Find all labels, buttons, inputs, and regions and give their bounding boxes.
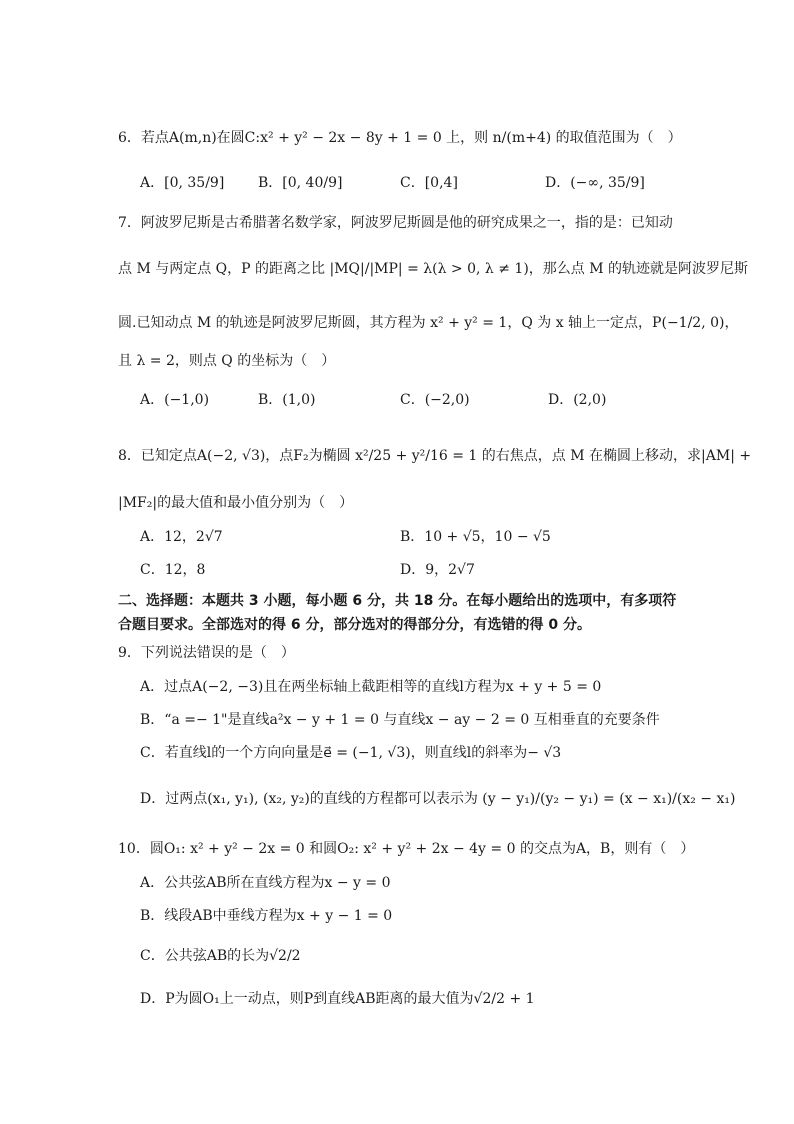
q9-option-b: B．“a =− 1"是直线a²x − y + 1 = 0 与直线x − ay − 2 = 0 互相垂直的充要条件	[140, 712, 660, 728]
q6-option-a: A．[0, 35/9]	[140, 175, 225, 191]
q7-option-d: D．(2,0)	[548, 392, 607, 408]
q8-option-b: B．10 + √5，10 − √5	[400, 529, 551, 545]
q6-option-b: B．[0, 40/9]	[258, 175, 343, 191]
q10-option-b: B．线段AB中垂线方程为x + y − 1 = 0	[140, 908, 393, 924]
q10-option-c: C．公共弦AB的长为√2/2	[140, 948, 301, 964]
q9-option-c: C．若直线l的一个方向向量是e⃗ = (−1, √3)，则直线l的斜率为− √3	[140, 745, 562, 761]
q7-option-c: C．(−2,0)	[400, 392, 470, 408]
q9-option-d: D．过两点(x₁, y₁), (x₂, y₂)的直线的方程都可以表示为 (y − y₁)/(y₂ − y₁) = (x − x₁)/(x₂ − x₁)	[140, 791, 736, 807]
section-2-heading-line-2: 合题目要求。全部选对的得 6 分，部分选对的得部分分，有选错的得 0 分。	[118, 617, 591, 633]
q10-option-a: A．公共弦AB所在直线方程为x − y = 0	[140, 875, 391, 891]
q8-option-d: D．9，2√7	[400, 562, 475, 578]
q7-option-a: A．(−1,0)	[140, 392, 210, 408]
q7-line-1: 7．阿波罗尼斯是古希腊著名数学家，阿波罗尼斯圆是他的研究成果之一，指的是：已知动	[118, 215, 673, 231]
q10-stem: 10．圆O₁: x² + y² − 2x = 0 和圆O₂: x² + y² + 2x − 4y = 0 的交点为A，B，则有（ ）	[118, 841, 695, 857]
q6-stem: 6．若点A(m,n)在圆C:x² + y² − 2x − 8y + 1 = 0 上，则 n/(m+4) 的取值范围为（ ）	[118, 130, 682, 146]
q8-line-1: 8．已知定点A(−2, √3)，点F₂为椭圆 x²/25 + y²/16 = 1 的右焦点，点 M 在椭圆上移动，求|AM| +	[118, 448, 752, 464]
q6-option-c: C．[0,4]	[400, 175, 458, 191]
q7-option-b: B．(1,0)	[258, 392, 316, 408]
q10-option-d: D．P为圆O₁上一动点，则P到直线AB距离的最大值为√2/2 + 1	[140, 991, 535, 1007]
q7-line-2: 点 M 与两定点 Q，P 的距离之比 |MQ|/|MP| = λ(λ > 0, λ ≠ 1)，那么点 M 的轨迹就是阿波罗尼斯	[118, 261, 749, 277]
q7-line-4: 且 λ = 2，则点 Q 的坐标为（ ）	[118, 353, 336, 369]
q9-stem: 9．下列说法错误的是（ ）	[118, 645, 295, 661]
q6-option-d: D．(−∞, 35/9]	[545, 175, 645, 191]
q8-option-c: C．12，8	[140, 562, 206, 578]
q7-line-3: 圆.已知动点 M 的轨迹是阿波罗尼斯圆，其方程为 x² + y² = 1，Q 为 x 轴上一定点，P(−1/2, 0)，	[118, 315, 739, 331]
section-2-heading-line-1: 二、选择题：本题共 3 小题，每小题 6 分，共 18 分。在每小题给出的选项中，有多项符	[118, 593, 677, 609]
q8-option-a: A．12，2√7	[140, 529, 223, 545]
q9-option-a: A．过点A(−2, −3)且在两坐标轴上截距相等的直线l方程为x + y + 5 = 0	[140, 679, 602, 695]
q8-line-2: |MF₂|的最大值和最小值分别为（ ）	[118, 495, 354, 511]
